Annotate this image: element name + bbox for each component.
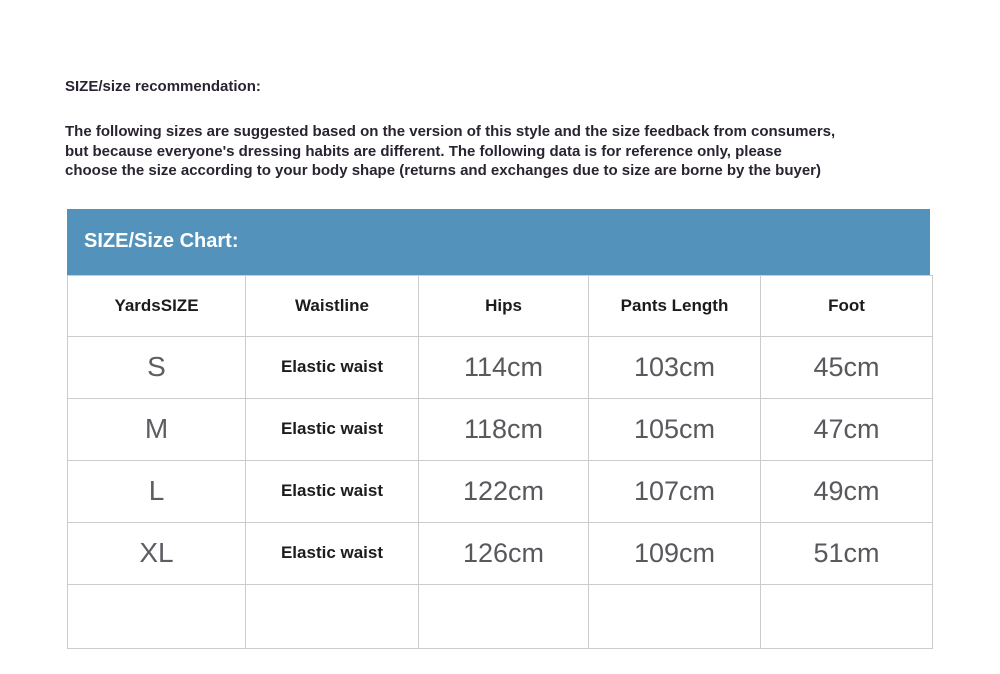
pants-length-cell: 103cm xyxy=(589,336,761,398)
column-header: YardsSIZE xyxy=(68,275,246,336)
recommendation-line-1: The following sizes are suggested based on the version of this style and the size feedback from consumers, xyxy=(65,123,836,140)
size-cell: S xyxy=(68,336,246,398)
size-cell: XL xyxy=(68,522,246,584)
recommendation-heading: SIZE/size recommendation: xyxy=(65,78,261,95)
size-chart-title: SIZE/Size Chart: xyxy=(84,230,239,252)
size-cell: L xyxy=(68,460,246,522)
table-row xyxy=(68,584,933,648)
table-header-row xyxy=(68,275,933,336)
foot-cell: 47cm xyxy=(761,398,933,460)
hips-cell xyxy=(419,584,589,648)
size-chart-title-bar xyxy=(67,209,930,275)
pants-length-cell: 105cm xyxy=(589,398,761,460)
table-row xyxy=(68,336,933,398)
waistline-cell: Elastic waist xyxy=(246,460,419,522)
size-chart-table xyxy=(67,275,933,649)
waistline-cell: Elastic waist xyxy=(246,522,419,584)
pants-length-cell xyxy=(589,584,761,648)
table-row xyxy=(68,398,933,460)
column-header: Hips xyxy=(419,275,589,336)
size-cell xyxy=(68,584,246,648)
hips-cell: 118cm xyxy=(419,398,589,460)
recommendation-line-2: but because everyone's dressing habits are different. The following data is for reference only, please xyxy=(65,142,782,160)
table-row xyxy=(68,522,933,584)
pants-length-cell: 107cm xyxy=(589,460,761,522)
waistline-cell: Elastic waist xyxy=(246,336,419,398)
foot-cell: 49cm xyxy=(761,460,933,522)
size-cell: M xyxy=(68,398,246,460)
column-header: Waistline xyxy=(246,275,419,336)
recommendation-line-3: choose the size according to your body shape (returns and exchanges due to size are borne by the buyer) xyxy=(65,162,822,179)
hips-cell: 126cm xyxy=(419,522,589,584)
recommendation-text xyxy=(65,122,933,181)
column-header: Foot xyxy=(761,275,933,336)
foot-cell: 51cm xyxy=(761,522,933,584)
hips-cell: 122cm xyxy=(419,460,589,522)
hips-cell: 114cm xyxy=(419,336,589,398)
page-content xyxy=(65,0,933,649)
foot-cell xyxy=(761,584,933,648)
table-row xyxy=(68,460,933,522)
foot-cell: 45cm xyxy=(761,336,933,398)
pants-length-cell: 109cm xyxy=(589,522,761,584)
waistline-cell xyxy=(246,584,419,648)
table-body xyxy=(68,336,933,648)
waistline-cell: Elastic waist xyxy=(246,398,419,460)
column-header: Pants Length xyxy=(589,275,761,336)
